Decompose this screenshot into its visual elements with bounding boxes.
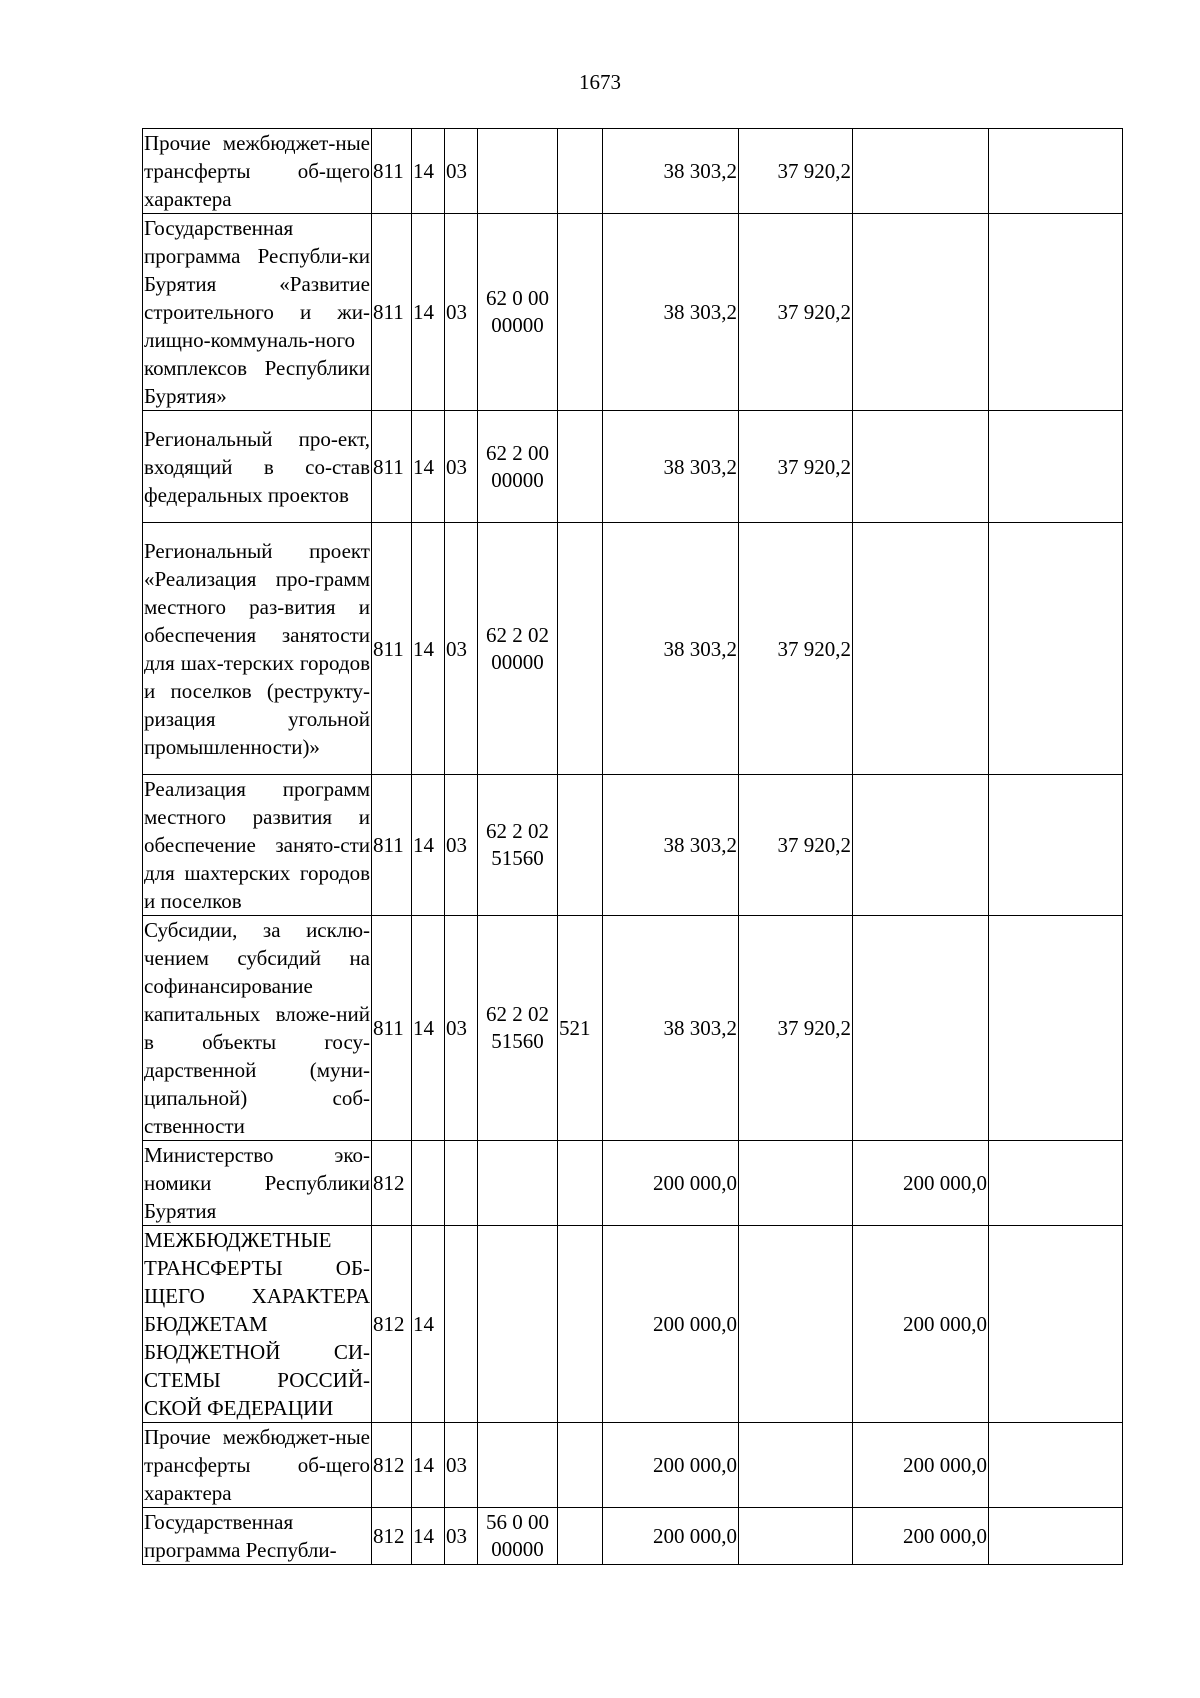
expense-type-code [558, 411, 603, 523]
subsection-code [445, 1141, 478, 1226]
amount-1: 38 303,2 [603, 775, 739, 916]
table-row [143, 523, 1123, 775]
grbs-code: 812 [372, 1423, 412, 1508]
section-code: 14 [412, 411, 445, 523]
amount-1: 200 000,0 [603, 1508, 739, 1565]
amount-1: 38 303,2 [603, 214, 739, 411]
subsection-code: 03 [445, 523, 478, 775]
target-article-code: 62 2 00 00000 [478, 411, 558, 523]
grbs-code: 811 [372, 916, 412, 1141]
target-article-code: 62 2 02 51560 [478, 916, 558, 1141]
table-row [143, 775, 1123, 916]
amount-2: 37 920,2 [739, 411, 853, 523]
table-row [143, 916, 1123, 1141]
amount-3 [853, 916, 989, 1141]
table-row [143, 214, 1123, 411]
expense-type-code [558, 775, 603, 916]
section-code: 14 [412, 129, 445, 214]
grbs-code: 811 [372, 523, 412, 775]
row-name: Региональный проект «Реализация про-грамм местного раз-вития и обеспечения занятости для шах-терских городов и поселков (реструкту-ризация угольной промышленности)» [143, 523, 372, 775]
grbs-code: 812 [372, 1508, 412, 1565]
row-name: Прочие межбюджет-ные трансферты об-щего характера [143, 129, 372, 214]
subsection-code [445, 1226, 478, 1423]
grbs-code: 811 [372, 129, 412, 214]
grbs-code: 811 [372, 214, 412, 411]
amount-4 [989, 523, 1123, 775]
row-name: Реализация программ местного развития и обеспечение занято-сти для шахтерских городов и поселков [143, 775, 372, 916]
section-code: 14 [412, 775, 445, 916]
amount-4 [989, 1226, 1123, 1423]
amount-3 [853, 129, 989, 214]
amount-2 [739, 1508, 853, 1565]
budget-table [142, 128, 1123, 1565]
amount-2 [739, 1141, 853, 1226]
expense-type-code [558, 1508, 603, 1565]
amount-4 [989, 411, 1123, 523]
amount-1: 200 000,0 [603, 1141, 739, 1226]
page-number: 1673 [579, 70, 621, 94]
amount-3 [853, 775, 989, 916]
target-article-code [478, 1141, 558, 1226]
section-code: 14 [412, 916, 445, 1141]
section-code: 14 [412, 1226, 445, 1423]
amount-4 [989, 916, 1123, 1141]
table-row [143, 1226, 1123, 1423]
row-name: Министерство эко-номики Республики Бурятия [143, 1141, 372, 1226]
target-article-code: 62 2 02 00000 [478, 523, 558, 775]
amount-2 [739, 1423, 853, 1508]
subsection-code: 03 [445, 214, 478, 411]
subsection-code: 03 [445, 916, 478, 1141]
amount-2 [739, 1226, 853, 1423]
amount-3: 200 000,0 [853, 1423, 989, 1508]
amount-3: 200 000,0 [853, 1141, 989, 1226]
grbs-code: 812 [372, 1141, 412, 1226]
subsection-code: 03 [445, 411, 478, 523]
amount-4 [989, 1141, 1123, 1226]
grbs-code: 812 [372, 1226, 412, 1423]
expense-type-code [558, 523, 603, 775]
target-article-code: 56 0 00 00000 [478, 1508, 558, 1565]
row-name: Региональный про-ект, входящий в со-став федеральных проектов [143, 411, 372, 523]
target-article-code: 62 0 00 00000 [478, 214, 558, 411]
amount-1: 200 000,0 [603, 1423, 739, 1508]
amount-2: 37 920,2 [739, 916, 853, 1141]
amount-2: 37 920,2 [739, 523, 853, 775]
amount-4 [989, 129, 1123, 214]
subsection-code: 03 [445, 129, 478, 214]
amount-4 [989, 1423, 1123, 1508]
amount-2: 37 920,2 [739, 775, 853, 916]
expense-type-code [558, 129, 603, 214]
amount-3: 200 000,0 [853, 1508, 989, 1565]
row-name: Государственная программа Республи- [143, 1508, 372, 1565]
subsection-code: 03 [445, 1423, 478, 1508]
target-article-code [478, 129, 558, 214]
amount-1: 38 303,2 [603, 129, 739, 214]
amount-3 [853, 411, 989, 523]
amount-2: 37 920,2 [739, 129, 853, 214]
row-name: Государственная программа Республи-ки Бурятия «Развитие строительного и жи-лищно-коммуналь-ного комплексов Республики Бурятия» [143, 214, 372, 411]
table-row [143, 1508, 1123, 1565]
row-name: Прочие межбюджет-ные трансферты об-щего характера [143, 1423, 372, 1508]
expense-type-code [558, 1141, 603, 1226]
amount-1: 38 303,2 [603, 916, 739, 1141]
row-name: МЕЖБЮДЖЕТНЫЕ ТРАНСФЕРТЫ ОБ-ЩЕГО ХАРАКТЕРА БЮДЖЕТАМ БЮДЖЕТНОЙ СИ-СТЕМЫ РОССИЙ-СКОЙ ФЕДЕРАЦИИ [143, 1226, 372, 1423]
table-row [143, 1423, 1123, 1508]
section-code: 14 [412, 1423, 445, 1508]
expense-type-code [558, 1423, 603, 1508]
target-article-code [478, 1423, 558, 1508]
section-code: 14 [412, 1508, 445, 1565]
target-article-code: 62 2 02 51560 [478, 775, 558, 916]
expense-type-code: 521 [558, 916, 603, 1141]
subsection-code: 03 [445, 1508, 478, 1565]
amount-3 [853, 214, 989, 411]
table-row [143, 129, 1123, 214]
amount-1: 38 303,2 [603, 523, 739, 775]
table-row [143, 1141, 1123, 1226]
amount-4 [989, 214, 1123, 411]
expense-type-code [558, 214, 603, 411]
section-code [412, 1141, 445, 1226]
subsection-code: 03 [445, 775, 478, 916]
section-code: 14 [412, 214, 445, 411]
amount-2: 37 920,2 [739, 214, 853, 411]
amount-3: 200 000,0 [853, 1226, 989, 1423]
table-row [143, 411, 1123, 523]
grbs-code: 811 [372, 775, 412, 916]
expense-type-code [558, 1226, 603, 1423]
section-code: 14 [412, 523, 445, 775]
amount-1: 38 303,2 [603, 411, 739, 523]
amount-1: 200 000,0 [603, 1226, 739, 1423]
amount-4 [989, 775, 1123, 916]
target-article-code [478, 1226, 558, 1423]
amount-3 [853, 523, 989, 775]
grbs-code: 811 [372, 411, 412, 523]
row-name: Субсидии, за исклю-чением субсидий на софинансирование капитальных вложе-ний в объекты госу-дарственной (муни-ципальной) соб-ственности [143, 916, 372, 1141]
amount-4 [989, 1508, 1123, 1565]
